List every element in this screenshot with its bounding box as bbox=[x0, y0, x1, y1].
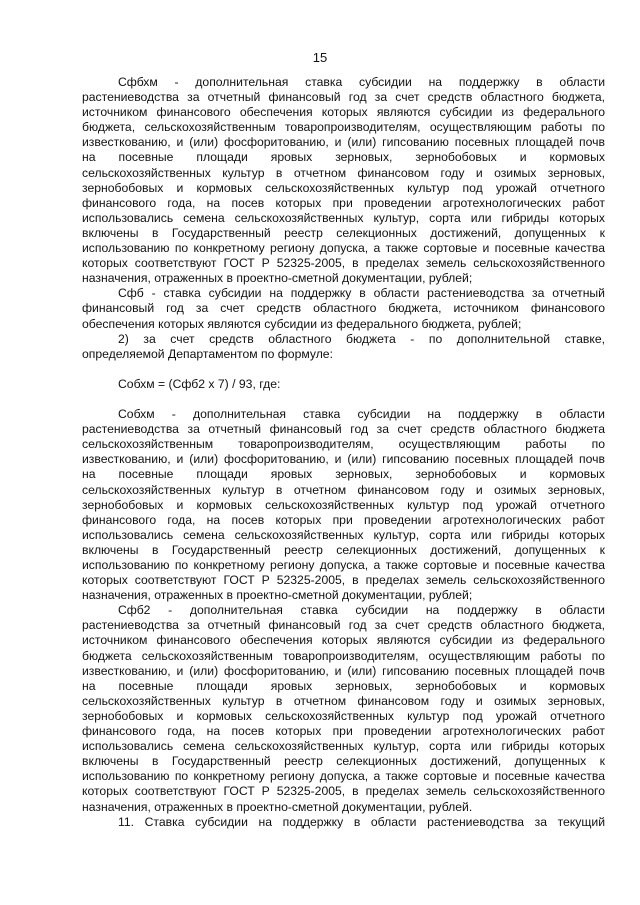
text-line: 2) за счет средств областного бюджета - по дополнительной ставке, bbox=[118, 331, 605, 346]
text-line: финансового года, на посев которых при проведении агротехнологических работ bbox=[82, 512, 605, 527]
text-line: определяемой Департаментом по формуле: bbox=[82, 346, 333, 361]
text-line: обеспечения которых являются субсидии из федерального бюджета, рублей; bbox=[82, 316, 522, 331]
text-line: бюджета, сельскохозяйственным товаропроизводителям, осуществляющим работы по bbox=[82, 120, 605, 135]
text-line: которых соответствуют ГОСТ Р 52325-2005, в пределах земель сельскохозяйственного bbox=[82, 573, 605, 588]
text-line: растениеводства за отчетный финансовый год за счет средств областного бюджета bbox=[82, 422, 605, 437]
text-line: которых соответствуют ГОСТ Р 52325-2005, в пределах земель сельскохозяйственного bbox=[82, 784, 605, 799]
text-line: назначения, отраженных в проектно-сметной документации, рублей; bbox=[82, 271, 473, 286]
text-line: включены в Государственный реестр селекционных достижений, допущенных к bbox=[82, 542, 605, 557]
text-line: включены в Государственный реестр селекционных достижений, допущенных к bbox=[82, 754, 605, 769]
text-line: использованию по конкретному региону допуска, а также сортовые и посевные качества bbox=[82, 241, 605, 256]
text-line: известкованию, и (или) фосфоритованию, и (или) гипсованию посевных площадей почв bbox=[82, 135, 605, 150]
text-line: использовались семена сельскохозяйственных культур, сорта или гибриды которых bbox=[82, 739, 605, 754]
paragraph bbox=[82, 815, 605, 830]
text-line: источником финансового обеспечения которых являются субсидии из федерального bbox=[82, 105, 605, 120]
text-line: финансового года, на посев которых при проведении агротехнологических работ bbox=[82, 724, 605, 739]
text-line: бюджета сельскохозяйственным товаропроизводителям, осуществляющим работы по bbox=[82, 648, 605, 663]
text-line: сельскохозяйственных культур в отчетном финансовом году и озимых зерновых, bbox=[82, 693, 605, 708]
paragraph bbox=[82, 332, 605, 362]
paragraph bbox=[82, 407, 605, 603]
page-number: 15 bbox=[312, 50, 328, 65]
text-line: включены в Государственный реестр селекционных достижений, допущенных к bbox=[82, 225, 605, 240]
text-line: назначения, отраженных в проектно-сметной документации, рублей; bbox=[82, 588, 473, 603]
text-line: финансового года, на посев которых при проведении агротехнологических работ bbox=[82, 195, 605, 210]
text-line: растениеводства за отчетный финансовый год за счет средств областного бюджета, bbox=[82, 90, 605, 105]
text-line: финансовый год за счет средств областного бюджета, источником финансового bbox=[82, 301, 605, 316]
paragraph bbox=[82, 75, 605, 286]
text-line: известкованию, и (или) фосфоритованию, и (или) гипсованию посевных площадей почв bbox=[82, 452, 605, 467]
text-line: источником финансового обеспечения которых являются субсидии из федерального bbox=[82, 633, 605, 648]
text-line: зернобобовых и кормовых сельскохозяйственных культур под урожай отчетного bbox=[82, 180, 605, 195]
text-line: использованию по конкретному региону допуска, а также сортовые и посевные качества bbox=[82, 558, 605, 572]
text-line: сельскохозяйственным товаропроизводителям, осуществляющим работы по bbox=[82, 437, 605, 452]
text-line: Собхм - дополнительная ставка субсидии на поддержку в области bbox=[118, 407, 605, 422]
text-line: использовались семена сельскохозяйственных культур, сорта или гибриды которых bbox=[82, 527, 605, 542]
text-line: Сфб2 - дополнительная ставка субсидии на поддержку в области bbox=[118, 603, 605, 618]
text-line: на посевные площади яровых зерновых, зернобобовых и кормовых bbox=[82, 467, 605, 482]
text-line: зернобобовых и кормовых сельскохозяйственных культур под урожай отчетного bbox=[82, 497, 605, 512]
text-line: назначения, отраженных в проектно-сметной документации, рублей. bbox=[82, 799, 473, 814]
text-line: Сфб - ставка субсидии на поддержку в области растениеводства за отчетный bbox=[118, 286, 605, 301]
text-line: на посевные площади яровых зерновых, зернобобовых и кормовых bbox=[82, 678, 605, 693]
formula: Собхм = (Сфб2 x 7) / 93, где: bbox=[118, 376, 281, 391]
text-line: которых соответствуют ГОСТ Р 52325-2005, в пределах земель сельскохозяйственного bbox=[82, 256, 605, 271]
text-line: сельскохозяйственных культур в отчетном финансовом году и озимых зерновых, bbox=[82, 165, 605, 180]
blank-line bbox=[82, 392, 605, 407]
blank-line bbox=[82, 362, 605, 377]
text-line: использованию по конкретному региону допуска, а также сортовые и посевные качества bbox=[82, 769, 605, 784]
text-line: известкованию, и (или) фосфоритованию, и (или) гипсованию посевных площадей почв bbox=[82, 663, 605, 678]
paragraph bbox=[82, 286, 605, 331]
text-line: на посевные площади яровых зерновых, зернобобовых и кормовых bbox=[82, 150, 605, 165]
text-line: сельскохозяйственных культур в отчетном финансовом году и озимых зерновых, bbox=[82, 482, 605, 497]
text-line: использовались семена сельскохозяйственных культур, сорта или гибриды которых bbox=[82, 210, 605, 225]
text-line: растениеводства за отчетный финансовый год за счет средств областного бюджета, bbox=[82, 618, 605, 633]
text-line: 11. Ставка субсидии на поддержку в области растениеводства за текущий bbox=[118, 814, 605, 829]
document-body bbox=[82, 75, 605, 830]
text-line: зернобобовых и кормовых сельскохозяйственных культур под урожай отчетного bbox=[82, 708, 605, 723]
text-line: Сфбхм - дополнительная ставка субсидии на поддержку в области bbox=[118, 75, 605, 89]
paragraph bbox=[82, 603, 605, 814]
